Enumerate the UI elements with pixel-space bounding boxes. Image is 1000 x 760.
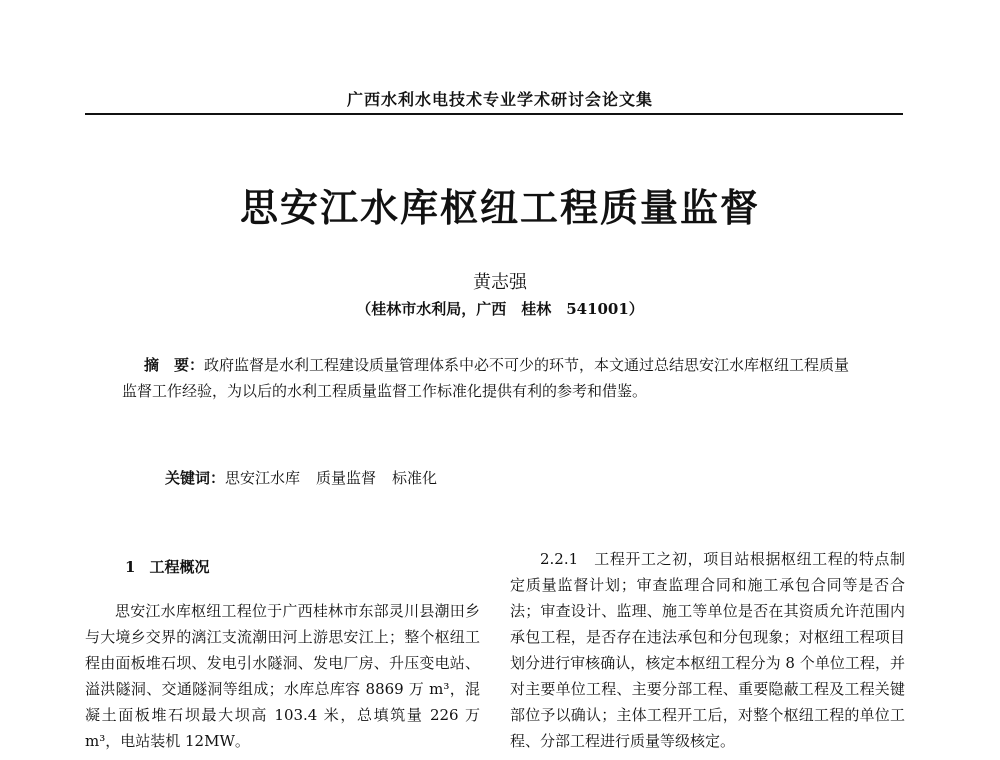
section-heading <box>125 556 209 577</box>
subsection-number: 2.2.1 <box>540 550 579 568</box>
keyword-item: 质量监督 <box>316 469 377 487</box>
author-name: 黄志强 <box>473 272 527 293</box>
paper-title: 思安江水库枢纽工程质量监督 <box>239 185 760 230</box>
header-rule <box>85 113 903 115</box>
right-column <box>510 546 905 754</box>
author-affiliation: （桂林市水利局，广西 桂林 541001） <box>356 300 644 318</box>
abstract <box>122 352 860 404</box>
abstract-label: 摘 要： <box>144 356 205 374</box>
section-title: 工程概况 <box>149 558 210 576</box>
section-number: 1 <box>125 558 136 576</box>
keywords-label: 关键词： <box>165 469 226 487</box>
abstract-text: 政府监督是水利工程建设质量管理体系中必不可少的环节，本文通过总结思安江水库枢纽工程质量监督工作经验，为以后的水利工程质量监督工作标准化提供有利的参考和借鉴。 <box>122 356 850 400</box>
keyword-item: 思安江水库 <box>225 469 301 487</box>
body-paragraph <box>510 546 905 754</box>
journal-header: 广西水利水电技术专业学术研讨会论文集 <box>346 90 653 109</box>
left-column <box>85 598 480 754</box>
subsection-text: 工程开工之初，项目站根据枢纽工程的特点制定质量监督计划；审查监理合同和施工承包合同等是否合法；审查设计、监理、施工等单位是否在其资质允许范围内承包工程，是否存在违法承包和分包现象；对枢纽工程项目划分进行审核确认，核定本枢纽工程分为 8 个单位工程，并对主要单位工程、主要分部工程、重要隐蔽工程及工程关键部位予以确认；主体工程开工后，对整个枢纽工程的单位工程、分部工程进行质量等级核定。 <box>510 550 905 750</box>
keyword-item: 标准化 <box>392 469 438 487</box>
body-paragraph: 思安江水库枢纽工程位于广西桂林市东部灵川县潮田乡与大境乡交界的漓江支流潮田河上游思安江上；整个枢纽工程由面板堆石坝、发电引水隧洞、发电厂房、升压变电站、溢洪隧洞、交通隧洞等组成；水库总库容 8869 万 m³，混凝土面板堆石坝最大坝高 103.4 米，总填筑量 226 万 m³，电站装机 12MW。 <box>85 602 480 750</box>
keywords <box>165 467 865 488</box>
